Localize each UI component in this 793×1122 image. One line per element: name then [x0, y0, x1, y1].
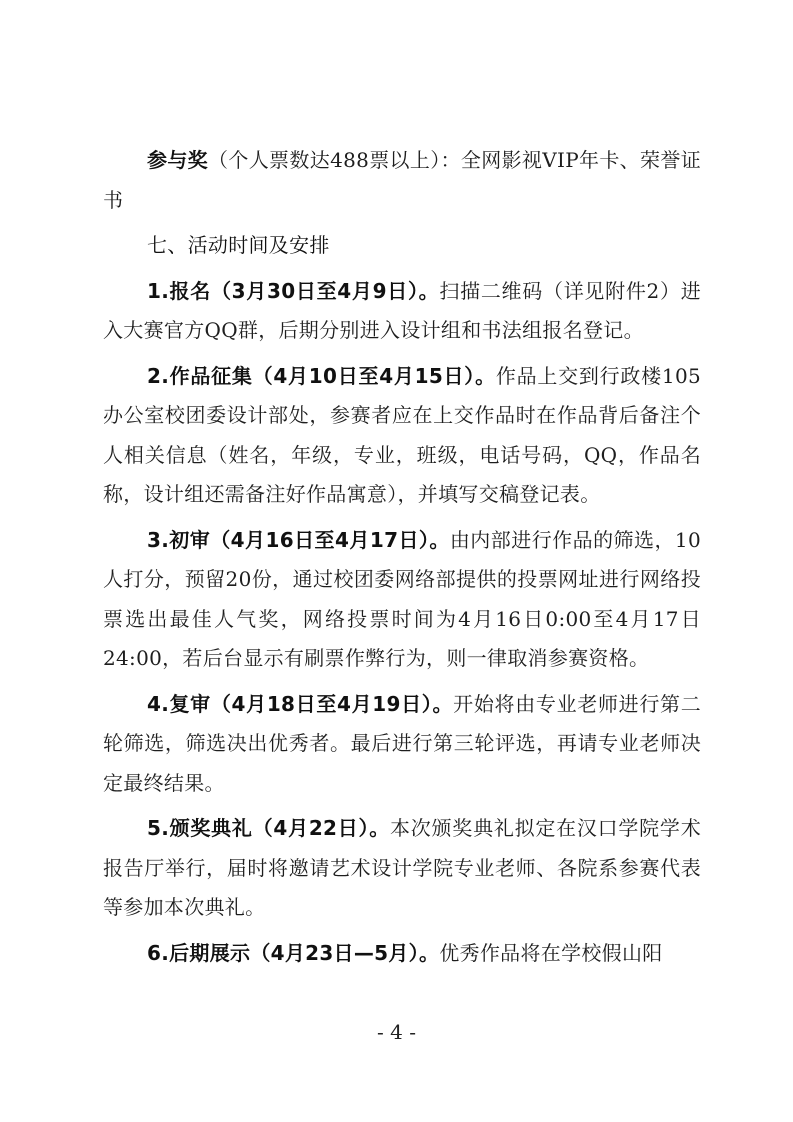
paragraph-lead: 5.颁奖典礼（4月22日）。	[147, 816, 391, 840]
section-heading-text: 七、活动时间及安排	[147, 233, 330, 257]
paragraph-text: 由内部进行作品的筛选，10人打分，预留20份，通过校团委网络部提供的投票网址进行网络投票选出最佳人气奖，网络投票时间为4月16日0:00至4月17日24:00，若后台显示有刷票作弊行为，则一律取消参赛资格。	[103, 527, 701, 670]
paragraph-lead: 3.初审（4月16日至4月17日）。	[147, 527, 450, 552]
paragraph-award-ceremony	[103, 809, 701, 928]
paragraph-text: 本次颁奖典礼拟定在汉口学院学术报告厅举行，届时将邀请艺术设计学院专业老师、各院系参赛代表等参加本次典礼。	[103, 816, 701, 919]
paragraph-text: 扫描二维码（详见附件2）进入大赛官方QQ群，后期分别进入设计组和书法组报名登记。	[103, 278, 701, 342]
section-heading	[103, 226, 701, 266]
body-text	[103, 141, 701, 973]
paragraph-text: 作品上交到行政楼105办公室校团委设计部处，参赛者应在上交作品时在作品背后备注个人相关信息（姓名，年级，专业，班级，电话号码，QQ，作品名称，设计组还需备注好作品寓意），并填写交稿登记表。	[103, 363, 701, 506]
paragraph-lead: 6.后期展示（4月23日—5月）。	[147, 940, 440, 965]
paragraph-lead: 2.作品征集（4月10日至4月15日）。	[147, 363, 496, 388]
page-number: - 4 -	[377, 1020, 416, 1044]
paragraph-second-review	[103, 685, 701, 804]
paragraph-exhibition	[103, 934, 701, 974]
paragraph-registration	[103, 272, 701, 351]
paragraph-lead: 参与奖	[147, 148, 209, 172]
paragraph-lead: 1.报名（3月30日至4月9日）。	[147, 278, 440, 303]
paragraph-first-review	[103, 521, 701, 679]
paragraph-text: 优秀作品将在学校假山阳	[439, 940, 663, 965]
paragraph-text: 开始将由专业老师进行第二轮筛选，筛选决出优秀者。最后进行第三轮评选，再请专业老师决定最终结果。	[103, 691, 701, 795]
paragraph-lead: 4.复审（4月18日至4月19日）。	[147, 691, 454, 716]
paragraph-text: （个人票数达488票以上）：全网影视VIP年卡、荣誉证书	[103, 148, 701, 212]
paragraph-participation-award	[103, 141, 701, 220]
paragraph-collection	[103, 357, 701, 515]
